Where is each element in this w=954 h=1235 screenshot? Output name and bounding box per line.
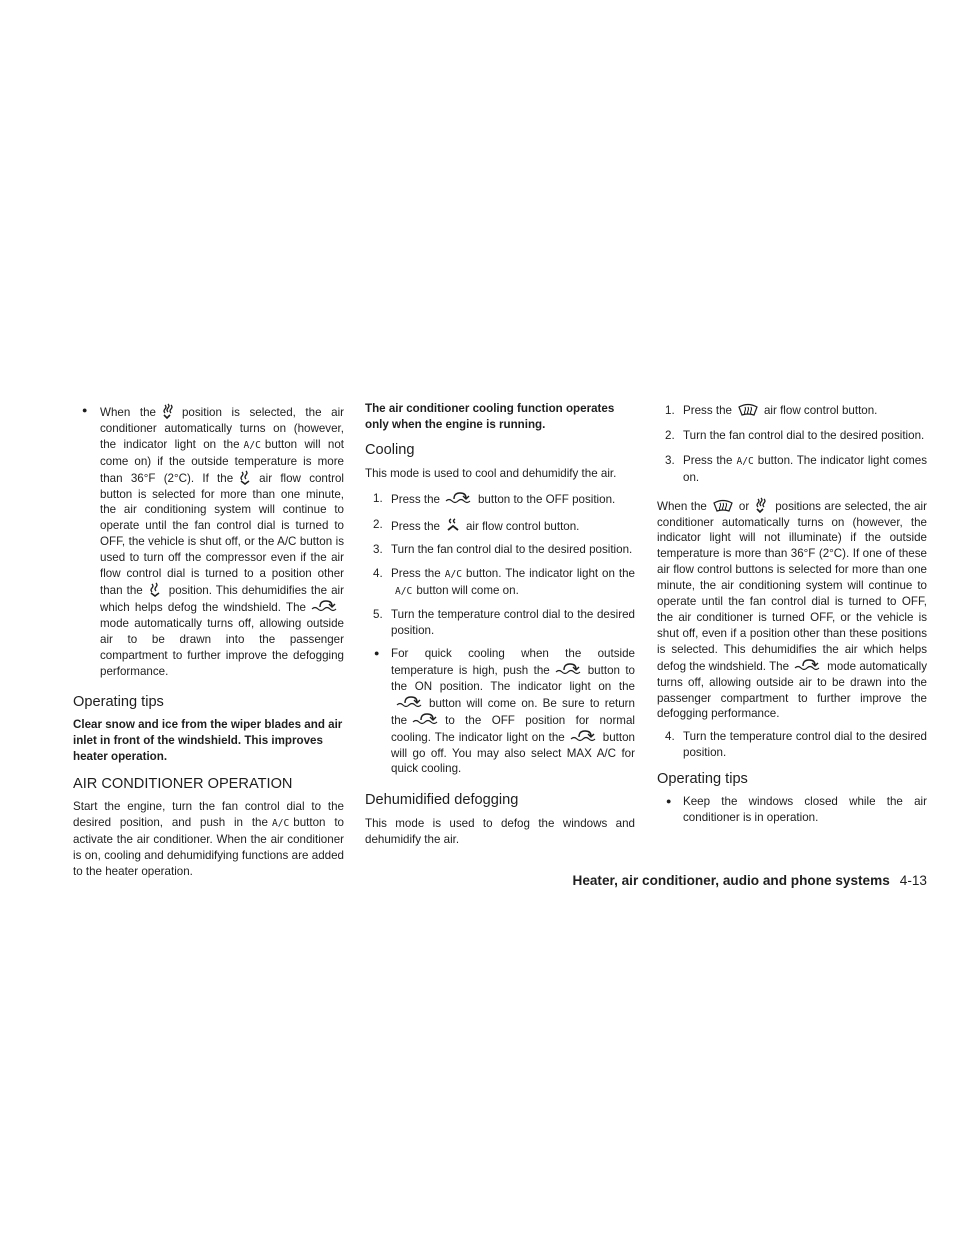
text: button to the ON position. The indicator light on the — [391, 663, 635, 693]
air-recirculation-icon — [411, 712, 441, 727]
bullet-windows-closed — [657, 794, 927, 826]
text: positions are selected, the air conditioner automatically turns on (however, the indicator light will not illuminate) if the outside temperature is more than 36°F (2°C). If one of these air flow control buttons is selected for more than one minute, the air conditioning system will continue to operate until the fan control dial is turned to OFF, the air conditioner is turned OFF, or the vehicle is shut off, even if a position other than these positions is selected. This dehumidifies the air which helps defog the windshield. The — [657, 499, 927, 673]
text: button will not come on) if the outside temperature is more than 36°F (2°C). If the — [100, 437, 344, 485]
step-number: 2. — [373, 517, 383, 531]
text: or — [738, 499, 750, 513]
air-recirculation-icon — [395, 695, 425, 710]
front-defroster-icon — [738, 403, 758, 417]
cooling-step-1 — [365, 491, 635, 508]
cooling-step-3 — [365, 542, 635, 558]
defrost-floor-icon — [755, 497, 769, 513]
heading-ac-operation: AIR CONDITIONER OPERATION — [73, 776, 293, 793]
page-footer — [523, 872, 927, 889]
step-number: 3. — [373, 542, 383, 556]
heading-operating-tips: Operating tips — [73, 694, 164, 711]
ac-operation-paragraph — [73, 799, 344, 880]
text: For quick cooling when the outside temperature is high, push the — [391, 647, 635, 677]
front-defroster-icon — [713, 499, 733, 513]
vent-icon — [446, 517, 460, 533]
text: Turn the fan control dial to the desired position. — [391, 542, 633, 556]
text: button to activate the air conditioner. When the air conditioner is on, cooling and dehumidifying functions are added to the heater operation. — [73, 816, 344, 878]
step-number: 3. — [665, 453, 675, 467]
ac-label: A/C — [395, 586, 413, 598]
defog-step-3 — [657, 453, 927, 486]
step-number: 2. — [665, 428, 675, 442]
air-recirculation-icon — [554, 662, 584, 677]
text: air flow control button is selected for more than one minute, the air conditioning system will continue to operate until the fan control dial is turned to OFF, the vehicle is shut off, or the A/C button is used to turn off the compressor even if the air flow control dial is turned to a position other than the — [100, 471, 344, 597]
text: air flow control button. — [763, 404, 878, 417]
ac-label: A/C — [736, 455, 754, 467]
text: Start the engine, turn the fan control dial to the desired position, and push in the — [73, 800, 344, 830]
heading-operating-tips-2: Operating tips — [657, 771, 748, 788]
tips-warning: Clear snow and ice from the wiper blades and air inlet in front of the windshield. This improves heater operation. — [73, 718, 343, 764]
text: position is selected, the air conditioner automatically turns on (however, the indicator light on the — [100, 406, 345, 451]
text: air flow control button. — [465, 519, 580, 533]
heading-cooling: Cooling — [365, 441, 415, 458]
text: mode automatically turns off, allowing outside air to be drawn into the passenger compartment to further improve the defogging performance. — [100, 616, 344, 678]
text: When the — [100, 406, 156, 419]
air-recirculation-icon — [793, 658, 823, 673]
text: button to the OFF position. — [477, 492, 616, 506]
dehumidified-paragraph: This mode is used to defog the windows and dehumidify the air. — [365, 817, 635, 847]
text: Press the — [683, 404, 732, 417]
text: mode automatically turns off, allowing outside air to be drawn into the passenger compartment to further improve the defogging performance. — [657, 659, 927, 721]
column-right — [657, 401, 927, 826]
defrost-floor-icon — [162, 403, 176, 419]
defog-paragraph — [657, 497, 927, 723]
cooling-notice: The air conditioner cooling function operates only when the engine is running. — [365, 402, 615, 431]
heading-dehumidified-defogging: Dehumidified defogging — [365, 792, 519, 809]
text: Press the — [683, 453, 733, 467]
air-recirculation-icon — [569, 729, 599, 744]
cooling-step-5 — [365, 607, 635, 639]
text: button. The indicator light on the — [466, 567, 635, 581]
ac-label: A/C — [271, 818, 290, 830]
text: button will go off. You may also select MAX A/C for quick cooling. — [391, 730, 635, 776]
cooling-step-4 — [365, 566, 635, 600]
text: Press the — [391, 519, 440, 533]
ac-label: A/C — [444, 569, 463, 581]
defog-step-4 — [657, 729, 927, 761]
defog-step-2 — [657, 428, 927, 444]
text: Turn the temperature control dial to the desired position. — [391, 608, 635, 638]
floor-vent-icon — [149, 582, 163, 597]
section-title: Heater, air conditioner, audio and phone systems — [572, 873, 890, 888]
text: Press the — [391, 492, 440, 506]
step-number: 1. — [373, 491, 383, 505]
air-recirculation-icon — [310, 599, 340, 614]
step-number: 5. — [373, 608, 383, 622]
text: Turn the temperature control dial to the desired position. — [683, 730, 927, 760]
text: Keep the windows closed while the air conditioner is in operation. — [683, 795, 927, 825]
air-recirculation-icon — [444, 491, 474, 506]
bullet-quick-cooling — [365, 646, 635, 777]
ac-label: A/C — [243, 439, 261, 451]
page-number: 4-13 — [899, 873, 927, 888]
cooling-paragraph: This mode is used to cool and dehumidify the air. — [365, 466, 617, 480]
column-middle — [365, 401, 635, 848]
text: Turn the fan control dial to the desired position. — [683, 428, 925, 442]
cooling-step-2 — [365, 517, 635, 535]
step-number: 4. — [665, 730, 675, 744]
text: button will come on. — [416, 584, 519, 598]
floor-vent-icon — [239, 470, 253, 485]
text: button will come on. Be sure to return the — [391, 696, 635, 727]
step-number: 1. — [665, 404, 675, 417]
text: position. This dehumidifies the air which helps defog the windshield. The — [100, 583, 344, 614]
defog-step-1 — [657, 403, 927, 419]
text: button. The indicator light comes on. — [683, 453, 927, 484]
text: to the OFF position for normal cooling. The indicator light on the — [391, 713, 635, 744]
bullet-defrost-floor — [73, 403, 344, 679]
text: When the — [657, 499, 707, 513]
text: Press the — [391, 567, 441, 581]
column-left — [73, 401, 344, 880]
step-number: 4. — [373, 567, 383, 581]
